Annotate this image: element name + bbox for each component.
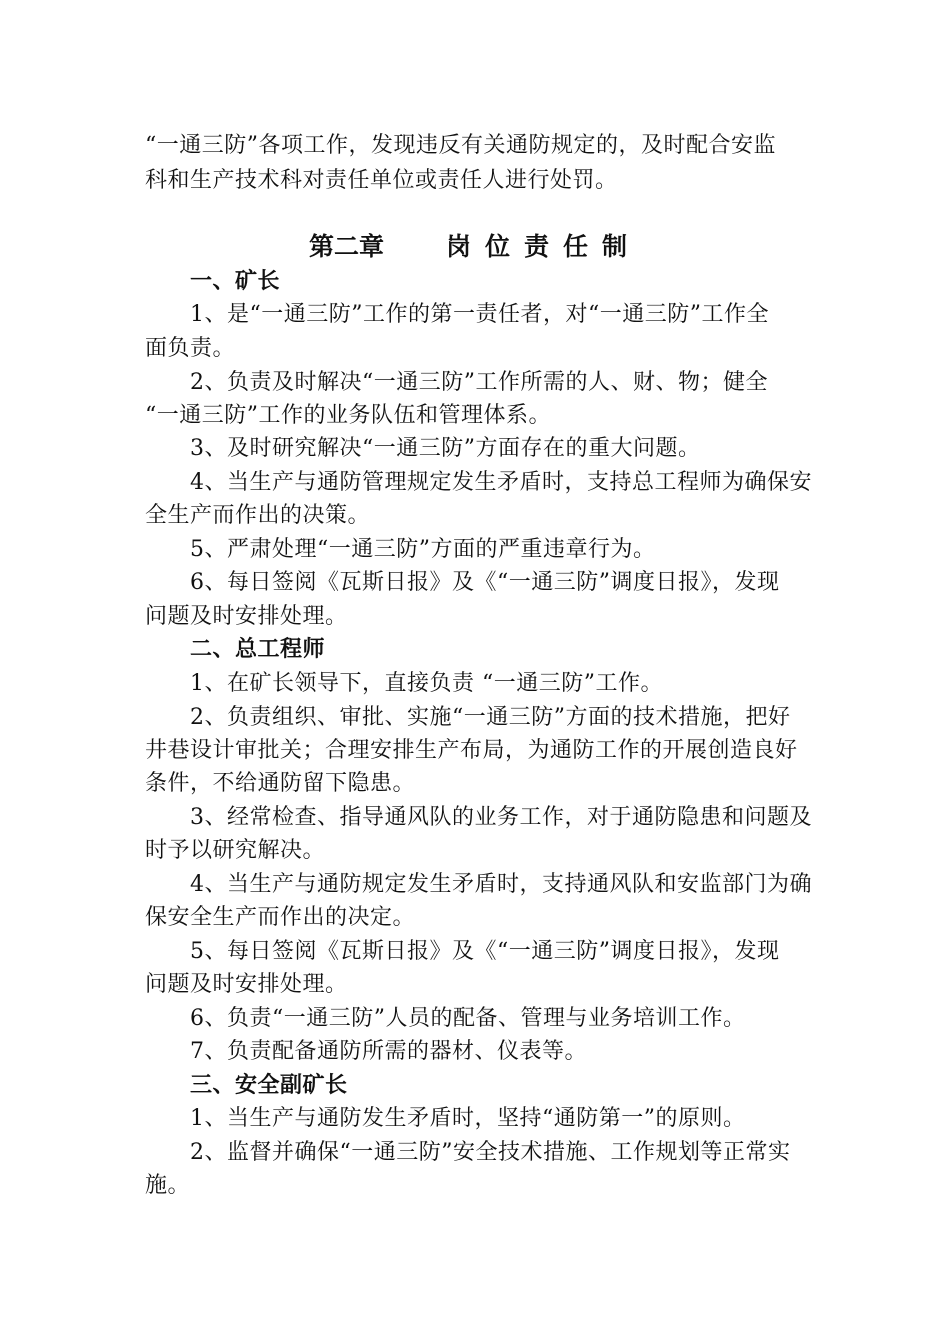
paragraph-line: 1、在矿长领导下，直接负责 “一通三防”工作。 xyxy=(190,671,663,696)
paragraph-line: 6、每日签阅《瓦斯日报》及《“一通三防”调度日报》，发现 xyxy=(190,570,780,595)
paragraph-line: 井巷设计审批关；合理安排生产布局，为通防工作的开展创造良好 xyxy=(145,738,798,763)
paragraph-line: 2、负责及时解决“一通三防”工作所需的人、财、物；健全 xyxy=(190,370,768,395)
paragraph-line: 5、每日签阅《瓦斯日报》及《“一通三防”调度日报》，发现 xyxy=(190,939,780,964)
paragraph-line: 6、负责“一通三防”人员的配备、管理与业务培训工作。 xyxy=(190,1006,746,1031)
paragraph-line: 时予以研究解决。 xyxy=(145,838,326,863)
paragraph-line: 问题及时安排处理。 xyxy=(145,604,348,629)
paragraph-line: 保安全生产而作出的决定。 xyxy=(145,905,416,930)
paragraph-line: 2、负责组织、审批、实施“一通三防”方面的技术措施，把好 xyxy=(190,705,791,730)
section-heading-2: 二、总工程师 xyxy=(190,637,326,662)
paragraph-line: 2、监督并确保“一通三防”安全技术措施、工作规划等正常实 xyxy=(190,1140,791,1165)
paragraph-line: 3、经常检查、指导通风队的业务工作，对于通防隐患和问题及 xyxy=(190,805,812,830)
paragraph-line: 全生产而作出的决策。 xyxy=(145,503,371,528)
paragraph-line: 1、是“一通三防”工作的第一责任者，对“一通三防”工作全 xyxy=(190,302,769,327)
paragraph-line: 3、及时研究解决“一通三防”方面存在的重大问题。 xyxy=(190,436,701,461)
chapter-number: 第二章 xyxy=(308,232,384,261)
chapter-title: 岗位责任制 xyxy=(446,232,642,261)
intro-line-2: 科和生产技术科对责任单位或责任人进行处罚。 xyxy=(145,168,618,193)
section-heading-3: 三、安全副矿长 xyxy=(190,1073,348,1098)
paragraph-line: 4、当生产与通防管理规定发生矛盾时，支持总工程师为确保安 xyxy=(190,470,812,495)
paragraph-line: “一通三防”工作的业务队伍和管理体系。 xyxy=(145,403,551,428)
paragraph-line: 1、当生产与通防发生矛盾时，坚持“通防第一”的原则。 xyxy=(190,1106,746,1131)
paragraph-line: 施。 xyxy=(145,1173,191,1198)
paragraph-line: 条件，不给通防留下隐患。 xyxy=(145,771,416,796)
paragraph-line: 5、严肃处理“一通三防”方面的严重违章行为。 xyxy=(190,537,656,562)
paragraph-line: 面负责。 xyxy=(145,336,236,361)
paragraph-line: 4、当生产与通防规定发生矛盾时，支持通风队和安监部门为确 xyxy=(190,872,812,897)
section-heading-1: 一、矿长 xyxy=(190,269,281,294)
chapter-heading xyxy=(0,230,950,264)
intro-line-1: “一通三防”各项工作，发现违反有关通防规定的，及时配合安监 xyxy=(145,133,776,158)
paragraph-line: 7、负责配备通防所需的器材、仪表等。 xyxy=(190,1039,587,1064)
paragraph-line: 问题及时安排处理。 xyxy=(145,972,348,997)
